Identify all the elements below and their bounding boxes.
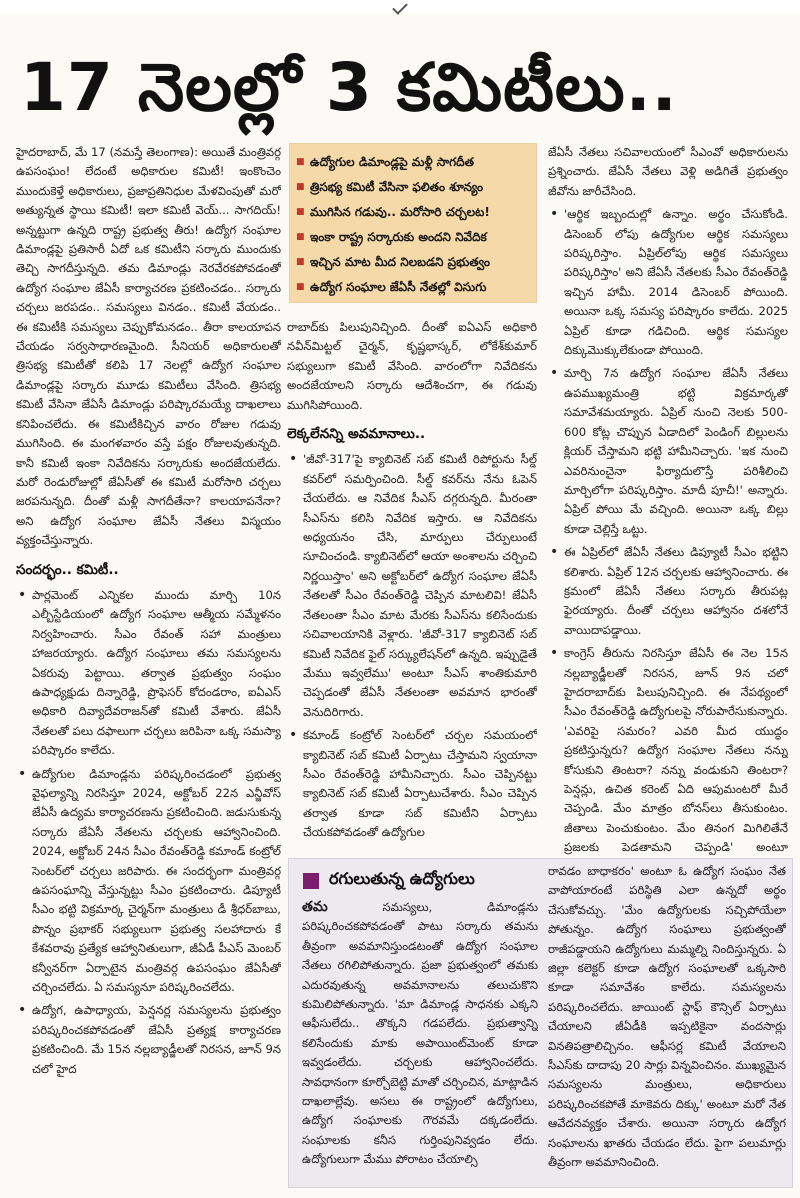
box-right-paragraph: రావడం బాధాకరం' అంటూ ఓ ఉద్యోగ సంఘం నేత వాపోయారంటే పరిస్థితి ఎలా ఉన్నదో అర్థం చేసుకోవచ్చు. 'మేం ఉద్యోగులకు సచ్చిపోయేలా పోతున్నం. ఉద్యోగ సంఘాలు ప్రభుత్వంతో రాజీపడ్డాయని ఉద్యోగులు మమ్మల్ని నిందిస్తున్నరు. ఏ జిల్లా కలెక్టర్ కూడా ఉద్యోగ సంఘాలతో ఒక్కసారి కూడా సమావేశం కాలేదు. సమస్యలను పరిష్కరించలేదు. జాయింట్ స్టాఫ్ కౌన్సిల్ ఏర్పాటు చేయాలని జీఏడీకి ఇప్పటికైనా వందసార్లు వినతిపత్రాలిచ్చినం. ఆఫీసర్ల కమిటీ వేయాలని సీఎస్‌కు దాదాపు 20 సార్లు విన్నవించినం. ముఖ్యమైన సమస్యలను మంత్రులు, అధికారులు పరిష్కరించకపోతే మాకెవరు దిక్కు' అంటూ మరో నేత ఆవేదనవ్యక్తం చేశారు. అయినా సర్కారు ఉద్యోగ సంఘాలను ఖాతరు చేయడం లేదు. పైగా పలుమార్లు తీవ్రంగా అవమానించింది. bbox=[548, 864, 786, 1170]
section-subhead: లెక్కలేనన్ని అవమానాలు.. bbox=[287, 426, 426, 443]
right-column bbox=[548, 143, 788, 858]
highlight-item: ■ ఇంకా రాష్ట్ర సర్కారుకు అందని నివేదిక bbox=[296, 225, 530, 250]
check-icon bbox=[392, 0, 408, 15]
box-left-text: సమస్యలు, డిమాండ్లను పరిష్కరించకపోవడంతో పాటు సర్కారు తమను తీవ్రంగా అవమానిస్తుండటంతో ఉద్యోగ సంఘాల నేతలు రగిలిపోతున్నారు. ప్రజా ప్రభుత్వంలో తమకు ఎదురవుతున్న అవమానాలను తలుచుకొని కుమిలిపోతున్నారు. 'మా డిమాండ్ల సాధనకు ఎక్కని ఆఫీసులేదు.. తొక్కని గడపలేదు. ప్రభుత్వాన్ని కలిసేందుకు మాకు అపాయింట్‌మెంట్ కూడా ఇవ్వడంలేదు. చర్చలకు ఆహ్వానించలేదు. సావధానంగా కూర్చోబెట్టి మాతో చర్చించిన, మాట్లాడిన దాఖలాల్లేవు. అసలు ఈ రాష్ట్రంలో ఉద్యోగులు, ఉద్యోగ సంఘాలకు గౌరవమే దక్కడంలేదు. సంఘాలకు కనీస గుర్తింపునివ్వడం లేదు. ఉద్యోగులుగా మేము పోరాటం చేయాల్సి bbox=[302, 900, 538, 1167]
intro-paragraph: హైదరాబాద్, మే 17 (నమస్తే తెలంగాణ): అయితే మంత్రివర్గ ఉపసంఘం! లేదంటే అధికారుల కమిటీ! ఇంకొంచెం ముందుకెళ్తే అధికారులు, ప్రజాప్రతినిధుల మేళవింపుతో మరో అత్యున్నత స్థాయి కమిటీ! ఇలా కమిటీ వెయ్... సాగదియ్! అన్నట్టుగా ఉన్నది రాష్ట్ర ప్రభుత్వ తీరు! ఉద్యోగ సంఘాల డిమాండ్లపై ప్రతిసారీ ఏదో ఒక కమిటీని సర్కారు ముందుకు తెచ్చి సాగదీస్తున్నది. తమ డిమాండ్లు నెరవేరకపోవడంతో ఉద్యోగ సంఘాల జేఏసీ కార్యాచరణ ప్రకటించడం.. సర్కారు చర్చలు జరపడం.. సమస్యలు వినడం.. కమిటీ వేయడం.. ఈ కమిటీకి సమస్యలు చెప్పుకోమనడం.. తీరా కాలయాపన చేయడం సర్వసాధారణమైంది. సీనియర్ అధికారులతో త్రిసభ్య కమిటీతో కలిపి 17 నెలల్లో ఉద్యోగ సంఘాల డిమాండ్లపై సర్కారు మూడు కమిటీలు వేసింది. త్రిసభ్య కమిటీ వేసినా జేఏసీ డిమాండ్లు పరిష్కారమయ్యే దాఖలాలు కనిపించలేదు. ఈ కమిటీకిచ్చిన వారం రోజుల గడువు ముగిసింది. ఈ మంగళవారం వస్తే పక్షం రోజులవుతున్నది. కానీ కమిటీ ఇంకా నివేదికను సర్కారుకు అందజేయలేదు. మరో రెండురోజుల్లో జేఏసీతో ఈ కమిటీ మరోసారి చర్చలు జరపనున్నది. దీంతో మళ్లీ సాగదీతేనా? కాలయాపనేనా? అని ఉద్యోగ సంఘాల జేఏసీ నేతలు విస్మయం వ్యక్తంచేస్తున్నారు. bbox=[16, 145, 281, 548]
list-item: • ఉద్యోగుల డిమాండ్లను పరిష్కరించడంలో ప్రభుత్వ వైఫల్యాన్ని నిరసిస్తూ 2024, అక్టోబర్ 22న ఎన్జీవోస్ జేఏసీ ఉద్యమ కార్యాచరణను ప్రకటించింది. జడుసుకున్న సర్కారు జేఏసీ నేతలను చర్చలకు ఆహ్వానించింది. 2024, అక్టోబర్ 24న సీఎం రేవంత్‌రెడ్డి కమాండ్ కంట్రోల్ సెంటర్‌లో చర్చలు జరిపారు. ఈ సందర్భంగా మంత్రివర్గ ఉపసంఘాన్ని వేస్తున్నట్టు సీఎం ప్రకటించారు. డిప్యూటీ సీఎం భట్టి విక్రమార్క చైర్మన్‌గా మంత్రులు డీ శ్రీధర్‌బాబు, పొన్నం ప్రభాకర్ సభ్యులుగా ప్రభుత్వ సలహాదారు కే కేశవరావు ప్రత్యేక ఆహ్వానితులుగా, జీఏడీ పీఎస్ మెంబర్ కన్వీనర్‌గా ఏర్పాటైన మంత్రివర్గ ఉపసంఘం జేఏసీతో చర్చించలేదు. ఏ సమస్యనూ పరిష్కరించలేదు. bbox=[16, 765, 281, 998]
box-left-column bbox=[302, 898, 538, 1183]
lead-word: తమ bbox=[302, 899, 328, 915]
list-item: • 'ఆర్థిక ఇబ్బందుల్లో ఉన్నాం. అర్థం చేసుకోండి. డిసెంబర్ లోపు ఉద్యోగుల ఆర్థిక సమస్యలు పరిష్కరిస్తాం. ఏప్రిల్‌లోపు ఆర్థిక సమస్యలు పరిష్కరిస్తాం' అని జేఏసీ నేతలకు సీఎం రేవంత్‌రెడ్డి ఇచ్చిన హామీ. 2014 డిసెంబర్ పోయింది. అయినా ఒక్క సమస్య పరిష్కారం కాలేదు. 2025 ఏప్రిల్ కూడా గడిచింది. ఆర్థిక సమస్యల దిక్కుమొక్కులేకుండా పోయింది. bbox=[548, 205, 788, 360]
headline: 17 నెలల్లో 3 కమిటీలు.. bbox=[20, 49, 678, 126]
highlight-item: ■ ముగిసిన గడువు.. మరోసారి చర్చలట! bbox=[296, 200, 530, 225]
middle-paragraph: రాబాద్‌కు పిలుపునిచ్చింది. దీంతో ఐఏఎస్ అధికారి నవీన్‌మిట్టల్ చైర్మన్, కృష్ణభాస్కర్, లోకేశ్‌కుమార్ సభ్యులుగా కమిటీ వేసింది. వారంలోగా నివేదికను అందజేయాలని సర్కారు ఆదేశించగా, ఈ గడువు ముగిసిపోయింది. bbox=[287, 320, 537, 412]
list-item: • మార్చి 7న ఉద్యోగ సంఘాల జేఏసీ నేతలు ఉపముఖ్యమంత్రి భట్టి విక్రమార్కతో సమావేశమయ్యారు. ఏప్రిల్ నుంచి నెలకు 500-600 కోట్ల చొప్పున ఏడాదిలో పెండింగ్ బిల్లులను క్లియర్ చేస్తామని భట్టి హామీనిచ్చారు. 'ఇక నుంచి ఎవరినుంచైనా ఫిర్యాదులొస్తే పరిశీలించి మార్చిలోగా పరిష్కరిస్తాం. మాదీ పూచీ!' అన్నారు. ఏప్రిల్ పోయి మే వచ్చింది. అయినా ఒక్క బిల్లు కూడా చెల్లిస్తే ఒట్టు. bbox=[548, 364, 788, 539]
list-item: • కమాండ్ కంట్రోల్ సెంటర్‌లో చర్చల సమయంలో క్యాబినెట్ సబ్ కమిటీ ఏర్పాటు చేస్తామని స్వయానా సీఎం రేవంత్‌రెడ్డి హామీనిచ్చారు. సీఎం చెప్పినట్టు క్యాబినెట్ సబ్ కమిటీ ఏర్పాటుచేశారు. సీఎం చెప్పిన తర్వాత కూడా సబ్ కమిటీని ఏర్పాటు చేయకపోవడంతో ఉద్యోగుల bbox=[287, 726, 537, 842]
bullet-list bbox=[287, 450, 537, 842]
list-item: • కాంగ్రెస్ తీరును నిరసిస్తూ జేఏసీ ఈ నెల 15న నల్లబ్యాడ్జీలతో నిరసన, జూన్ 9న చలో హైదరాబాద్‌కు పిలుపునిచ్చింది. ఈ నేపథ్యంలో సీఎం రేవంత్‌రెడ్డి ఉద్యోగులపై నోరుపారేసుకున్నారు. 'ఎవరిపై సమరం? ఎవరి మీద యుద్ధం ప్రకటిస్తున్నరు? ఉద్యోగ సంఘాల నేతలు నన్ను కోసుకుని తింటరా? నన్ను వండుకుని తింటరా? పెన్షన్లు, ఉచిత కరెంట్ ఏది ఆపుమంటరో మీరే చెప్పండి. మేం మాత్రం బోనస్‌లు తీసుకుంటం. జీతాలు పెంచుకుంటం. మేం తినంగ మిగిలితేనే ప్రజలకు పెడతామని చెప్పండి' అంటూ bbox=[548, 644, 788, 858]
square-marker-icon bbox=[303, 873, 319, 889]
highlight-item: ■ ఉద్యోగ సంఘాల జేఏసీ నేతల్లో విసుగు bbox=[296, 275, 530, 300]
list-item: • 'జీవో-317'పై క్యాబినెట్ సబ్ కమిటీ రిపోర్టును సీల్డ్ కవర్‌లో సమర్పించింది. సీల్డ్ కవర్‌ను నేను ఓపెన్ చేయలేదు. ఆ నివేదిక సీఎస్ దగ్గరున్నది. మీరంతా సీఎస్‌ను కలిసి నివేదిక ఇస్తారు. ఆ నివేదికను అధ్యయనం చేసి, మార్పులు చేర్పులుంటే సూచించండి. క్యాబినెట్‌లో ఆయా అంశాలను చర్చించి నిర్ణయిస్తాం' అని అక్టోబర్‌లో ఉద్యోగ సంఘాల జేఏసీ నేతలతో సీఎం రేవంత్‌రెడ్డి చెప్పిన మాటలివి! జేఏసీ నేతలంతా సీఎం మాట మేరకు సీఎస్‌ను కలిసేందుకు సచివాలయానికి వెళ్లారు. 'జీవో-317 క్యాబినెట్ సబ్ కమిటీ నివేదిక ఫైల్ సర్క్యులేషన్‌లో ఉన్నది. ఇప్పుడైతే మేము ఇవ్వలేము' అంటూ సీఎస్ శాంతికుమారి చెప్పడంతో జేఏసీ నేతలంతా అవమాన భారంతో వెనుదిరిగారు. bbox=[287, 450, 537, 722]
list-item: • ఉద్యోగ, ఉపాధ్యాయ, పెన్షనర్ల సమస్యలను ప్రభుత్వం పరిష్కరించకపోవడంతో జేఏసీ ప్రత్యక్ష కార్యాచరణ ప్రకటించింది. మే 15న నల్లబ్యాడ్జీలతో నిరసన, జూన్ 9న చలో హైద bbox=[16, 1001, 281, 1079]
bullet-list bbox=[548, 205, 788, 858]
highlight-item: ■ త్రిసభ్య కమిటీ వేసినా ఫలితం శూన్యం bbox=[296, 175, 530, 200]
right-paragraph: జేఏసీ నేతలు సచివాలయంలో సీఎంవో అధికారులను ప్రశ్నించారు. జేఏసీ నేతలు వెళ్లి అడిగితే ప్రభుత్వం జీవోను జారీచేసింది. bbox=[548, 145, 788, 198]
box-left-paragraph bbox=[302, 898, 538, 1170]
list-item: • పార్లమెంట్ ఎన్నికల ముందు మార్చి 10న ఎల్బీస్టేడియంలో ఉద్యోగ సంఘాల ఆత్మీయ సమ్మేళనం నిర్వహించారు. సీఎం రేవంత్ సహా మంత్రులు హాజరయ్యారు. ఉద్యోగ సంఘాలు తమ సమస్యలను ఏకరువు పెట్టాయి. తర్వాత ప్రభుత్వం సంఘం ఉపాధ్యక్షుడు దిన్నారెడ్డి, ప్రొఫెసర్ కోదండరాం, ఐఏఎస్ అధికారి దివ్యాదేవరాజన్‌తో కమిటీ వేశారు. జేఏసీ నేతలతో పలు దఫాలుగా చర్చలు జరిపినా ఒక్క సమస్యా పరిష్కారం కాలేదు. bbox=[16, 586, 281, 761]
box-title-text: రగులుతున్న ఉద్యోగులు bbox=[329, 869, 475, 888]
section-subhead: సందర్భం.. కమిటీ.. bbox=[16, 561, 119, 578]
box-right-column bbox=[548, 862, 786, 1183]
left-column bbox=[16, 143, 281, 1188]
box-title bbox=[303, 869, 475, 892]
highlight-item: ■ ఉద్యోగుల డిమాండ్లపై మళ్లీ సాగదీత bbox=[296, 150, 530, 175]
page-top-strip bbox=[0, 0, 800, 14]
highlights-box bbox=[289, 143, 537, 303]
list-item: • ఈ ఏప్రిల్‌లో జేఏసీ నేతలు డిప్యూటీ సీఎం భట్టిని కలిశారు. ఏప్రిల్ 12న చర్చలకు ఆహ్వానించారు. ఈ క్రమంలో జేఏసీ నేతలు సర్కారు తీరుపట్ల ఫైరయ్యారు. దీంతో చర్చలు ఆహ్వానం దశలోనే వాయిదాపడ్డాయి. bbox=[548, 543, 788, 640]
highlight-item: ■ ఇచ్చిన మాట మీద నిలబడని ప్రభుత్వం bbox=[296, 250, 530, 275]
middle-column bbox=[287, 318, 537, 878]
bullet-list bbox=[16, 586, 281, 1079]
